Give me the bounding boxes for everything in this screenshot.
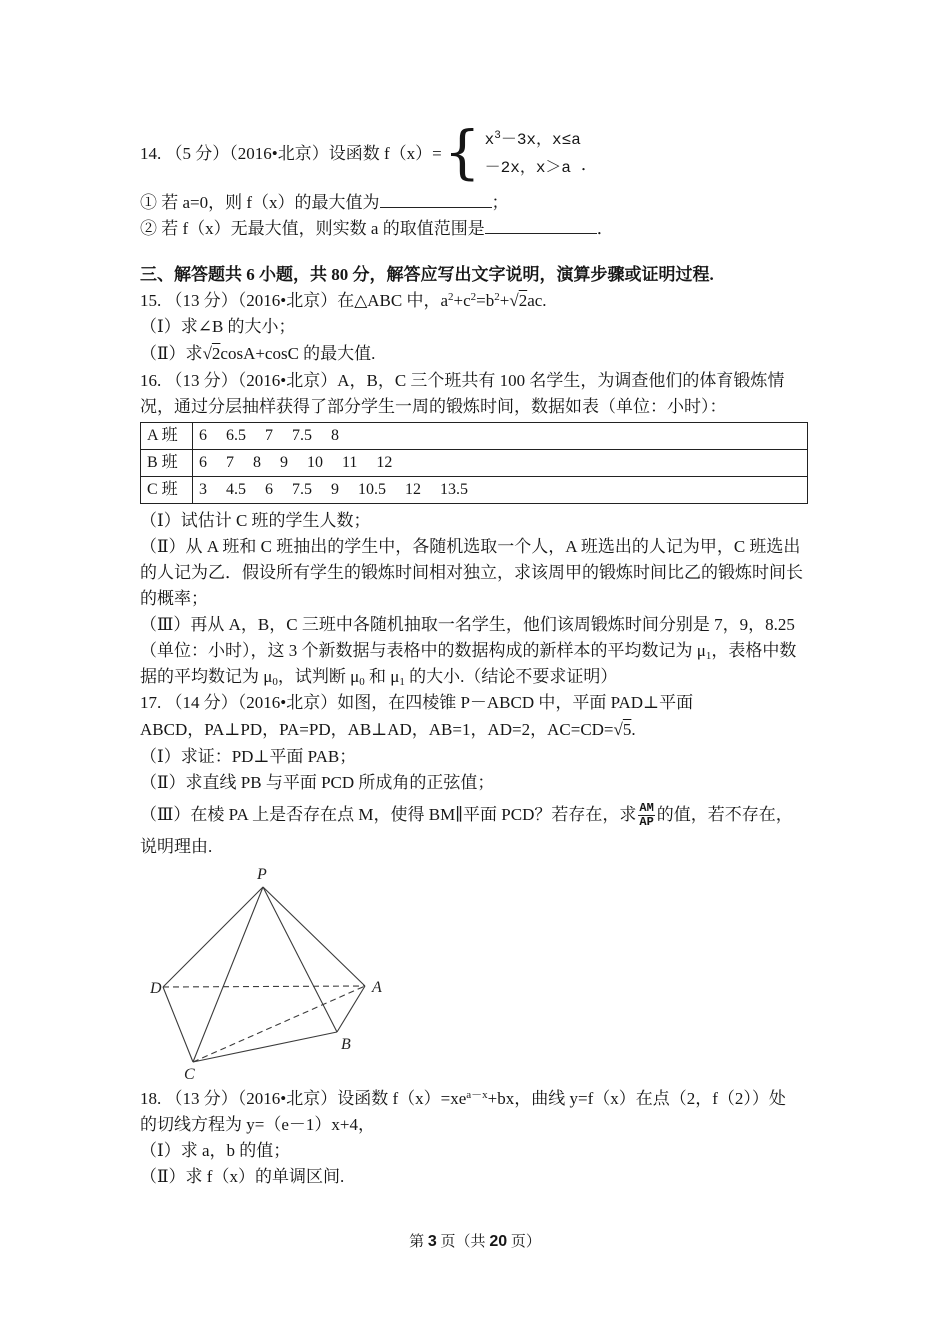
fraction-am-ap [638, 802, 654, 829]
q17-part3-post: 的值，若不存在， [656, 805, 793, 824]
q18-part1: （Ⅰ）求 a，b 的值； [140, 1141, 291, 1160]
sqrt-sign-icon: √ [202, 344, 212, 363]
question-17-stem-line1: 17. （14 分）（2016•北京）如图，在四棱锥 P－ABCD 中，平面 PAD⊥平面 [140, 693, 694, 712]
curly-brace-icon: { [443, 118, 481, 186]
q14-piece1-base: x [484, 130, 495, 149]
mu0-subscript: 0 [359, 676, 365, 688]
mu1-subscript: 1 [705, 650, 712, 662]
q14-piecewise [485, 128, 581, 181]
answer-blank-1 [380, 194, 492, 208]
footer-page-number: 3 [427, 1233, 437, 1250]
q16-part1: （Ⅰ）试估计 C 班的学生人数； [140, 511, 371, 530]
question-18-stem-line1 [140, 1086, 820, 1112]
q14-item2-punct: ． [596, 219, 614, 238]
q18-part2: （Ⅱ）求 f（x）的单调区间. [140, 1167, 345, 1186]
table-row-class-a [141, 423, 808, 450]
q14-item-1 [140, 190, 820, 216]
q18-line1-post: +bx，曲线 y=f（x）在点（2，f（2））处 [487, 1089, 786, 1108]
footer-suffix: 页） [507, 1234, 541, 1250]
q16-p3c-4: 的大小.（结论不要求证明） [404, 667, 618, 686]
vertex-label-p: P [257, 866, 267, 883]
sqrt-radical [203, 344, 221, 363]
q16-part2-line1: （Ⅱ）从 A 班和 C 班抽出的学生中，各随机选取一个人，A 班选出的人记为甲，C 班选出 [140, 537, 801, 556]
pyramid-figure [150, 864, 430, 1086]
q16-part2-line2: 的人记为乙．假设所有学生的锻炼时间相对独立，求该周甲的锻炼时间比乙的锻炼时间长 [140, 563, 803, 582]
q15-mid1: +c [453, 291, 471, 310]
q15-part2-pre: （Ⅱ）求 [140, 344, 203, 363]
q16-p3c-2: ，试判断 μ [277, 667, 360, 686]
question-16-stem-line2: 况，通过分层抽样获得了部分学生一周的锻炼时间，数据如表（单位：小时）： [140, 397, 727, 416]
q15-mid2: =b [476, 291, 495, 310]
q16-part3-line2 [140, 638, 820, 664]
q18-line1-pre: 18. （13 分）（2016•北京）设函数 f（x）=xe [140, 1089, 467, 1108]
q16-part3-line1: （Ⅲ）再从 A，B，C 三班中各随机抽取一名学生，他们该周锻炼时间分别是 7，9，8.25 [140, 615, 795, 634]
q15-radicand: 2 [518, 291, 528, 310]
q16-part3-line3 [140, 664, 820, 690]
q14-piece1-exponent: 3 [494, 129, 501, 142]
q15-plus: + [499, 291, 510, 310]
q14-piece-2: －2x，x＞a [484, 158, 572, 177]
q15-part2 [140, 340, 820, 368]
vertex-label-b: B [341, 1036, 351, 1053]
q14-item1-text: ① 若 a=0，则 f（x）的最大值为 [140, 193, 380, 212]
fraction-numerator: AM [639, 800, 654, 815]
q16-p3c-1: 据的平均数记为 μ [140, 667, 273, 686]
q15-part2-post: cosA+cosC 的最大值. [220, 344, 376, 363]
sqrt-radical [614, 720, 632, 739]
q16-part3-line2-pre: （单位：小时），这 3 个新数据与表格中的数据构成的新样本的平均数记为 μ [140, 641, 706, 660]
q17-part1: （Ⅰ）求证：PD⊥平面 PAB； [140, 747, 357, 766]
q16-p3c-3: 和 μ [364, 667, 400, 686]
exercise-time-table [140, 422, 808, 504]
q15-tail: ac. [527, 291, 547, 310]
row-label: B 班 [141, 450, 193, 477]
q15-lead-text: 15. （13 分）（2016•北京）在△ABC 中，a [140, 291, 449, 310]
question-14-stem [140, 118, 820, 190]
footer-mid: 页（共 [436, 1234, 490, 1250]
table-row-class-b [141, 450, 808, 477]
q14-period: ． [580, 155, 598, 174]
section3-title: 三、解答题共 6 小题，共 80 分，解答应写出文字说明，演算步骤或证明过程. [140, 265, 714, 284]
q15-part2-radicand: 2 [211, 344, 221, 363]
q17-part3-pre: （Ⅲ）在棱 PA 上是否存在点 M，使得 BM∥平面 PCD？若存在，求 [140, 805, 637, 824]
q14-piece1-rest: －3x，x≤a [500, 130, 581, 149]
edge-pa [263, 887, 365, 986]
fraction-denominator: AP [639, 814, 654, 829]
edge-ba [337, 986, 365, 1032]
table-row-class-c [141, 477, 808, 504]
edge-da-hidden [163, 986, 365, 987]
q14-item1-punct: ； [491, 193, 509, 212]
q14-lead-text: 14. （5 分）（2016•北京）设函数 f（x）= [140, 144, 442, 163]
sqrt-sign-icon: √ [509, 291, 519, 310]
vertex-label-a: A [372, 979, 382, 996]
vertex-label-c: C [184, 1066, 195, 1083]
footer-prefix: 第 [409, 1234, 428, 1250]
q14-item2-text: ② 若 f（x）无最大值，则实数 a 的取值范围是 [140, 219, 485, 238]
q15-exp-a: 2 [448, 291, 454, 303]
q15-part1: （Ⅰ）求∠B 的大小； [140, 317, 296, 336]
question-15-stem [140, 288, 820, 314]
vertex-label-d: D [150, 980, 162, 997]
q14-item-2 [140, 216, 820, 242]
row-label: C 班 [141, 477, 193, 504]
q17-part3-line2: 说明理由. [140, 837, 213, 856]
q15-exp-c: 2 [470, 291, 477, 303]
q16-part2-line3: 的概率； [140, 589, 208, 608]
q18-exponent: a－x [466, 1089, 488, 1101]
edge-cb [193, 1032, 337, 1062]
mu1-subscript: 1 [399, 676, 405, 688]
q17-radicand: 5 [622, 720, 632, 739]
q15-exp-b: 2 [494, 291, 500, 303]
edge-pd [163, 887, 263, 987]
q17-line2-pre: ABCD，PA⊥PD，PA=PD，AB⊥AD，AB=1，AD=2，AC=CD= [140, 720, 614, 739]
exam-content [140, 118, 820, 1190]
question-18-stem-line2: 的切线方程为 y=（e－1）x+4， [140, 1115, 375, 1134]
footer-total-pages: 20 [489, 1233, 508, 1250]
edge-dc [163, 987, 193, 1062]
question-16-stem-line1: 16. （13 分）（2016•北京）A，B，C 三个班共有 100 名学生，为调查他们的体育锻炼情 [140, 371, 785, 390]
mu0-subscript: 0 [272, 676, 278, 688]
row-label: A 班 [141, 423, 193, 450]
q14-piece-1 [485, 128, 581, 153]
question-17-stem-line2 [140, 716, 820, 744]
row-values: 6 6.5 7 7.5 8 [193, 423, 808, 450]
sqrt-sign-icon: √ [613, 720, 623, 739]
q16-part3-line2-post: ，表格中数 [711, 641, 797, 660]
q17-line2-post: . [631, 720, 636, 739]
page-footer [0, 1230, 950, 1251]
answer-blank-2 [485, 220, 597, 234]
sqrt-radical [509, 291, 527, 310]
row-values: 3 4.5 6 7.5 9 10.5 12 13.5 [193, 477, 808, 504]
q17-part2: （Ⅱ）求直线 PB 与平面 PCD 所成角的正弦值； [140, 773, 495, 792]
edge-pb [263, 887, 337, 1032]
q17-part3 [140, 796, 820, 834]
row-values: 6 7 8 9 10 11 12 [193, 450, 808, 477]
